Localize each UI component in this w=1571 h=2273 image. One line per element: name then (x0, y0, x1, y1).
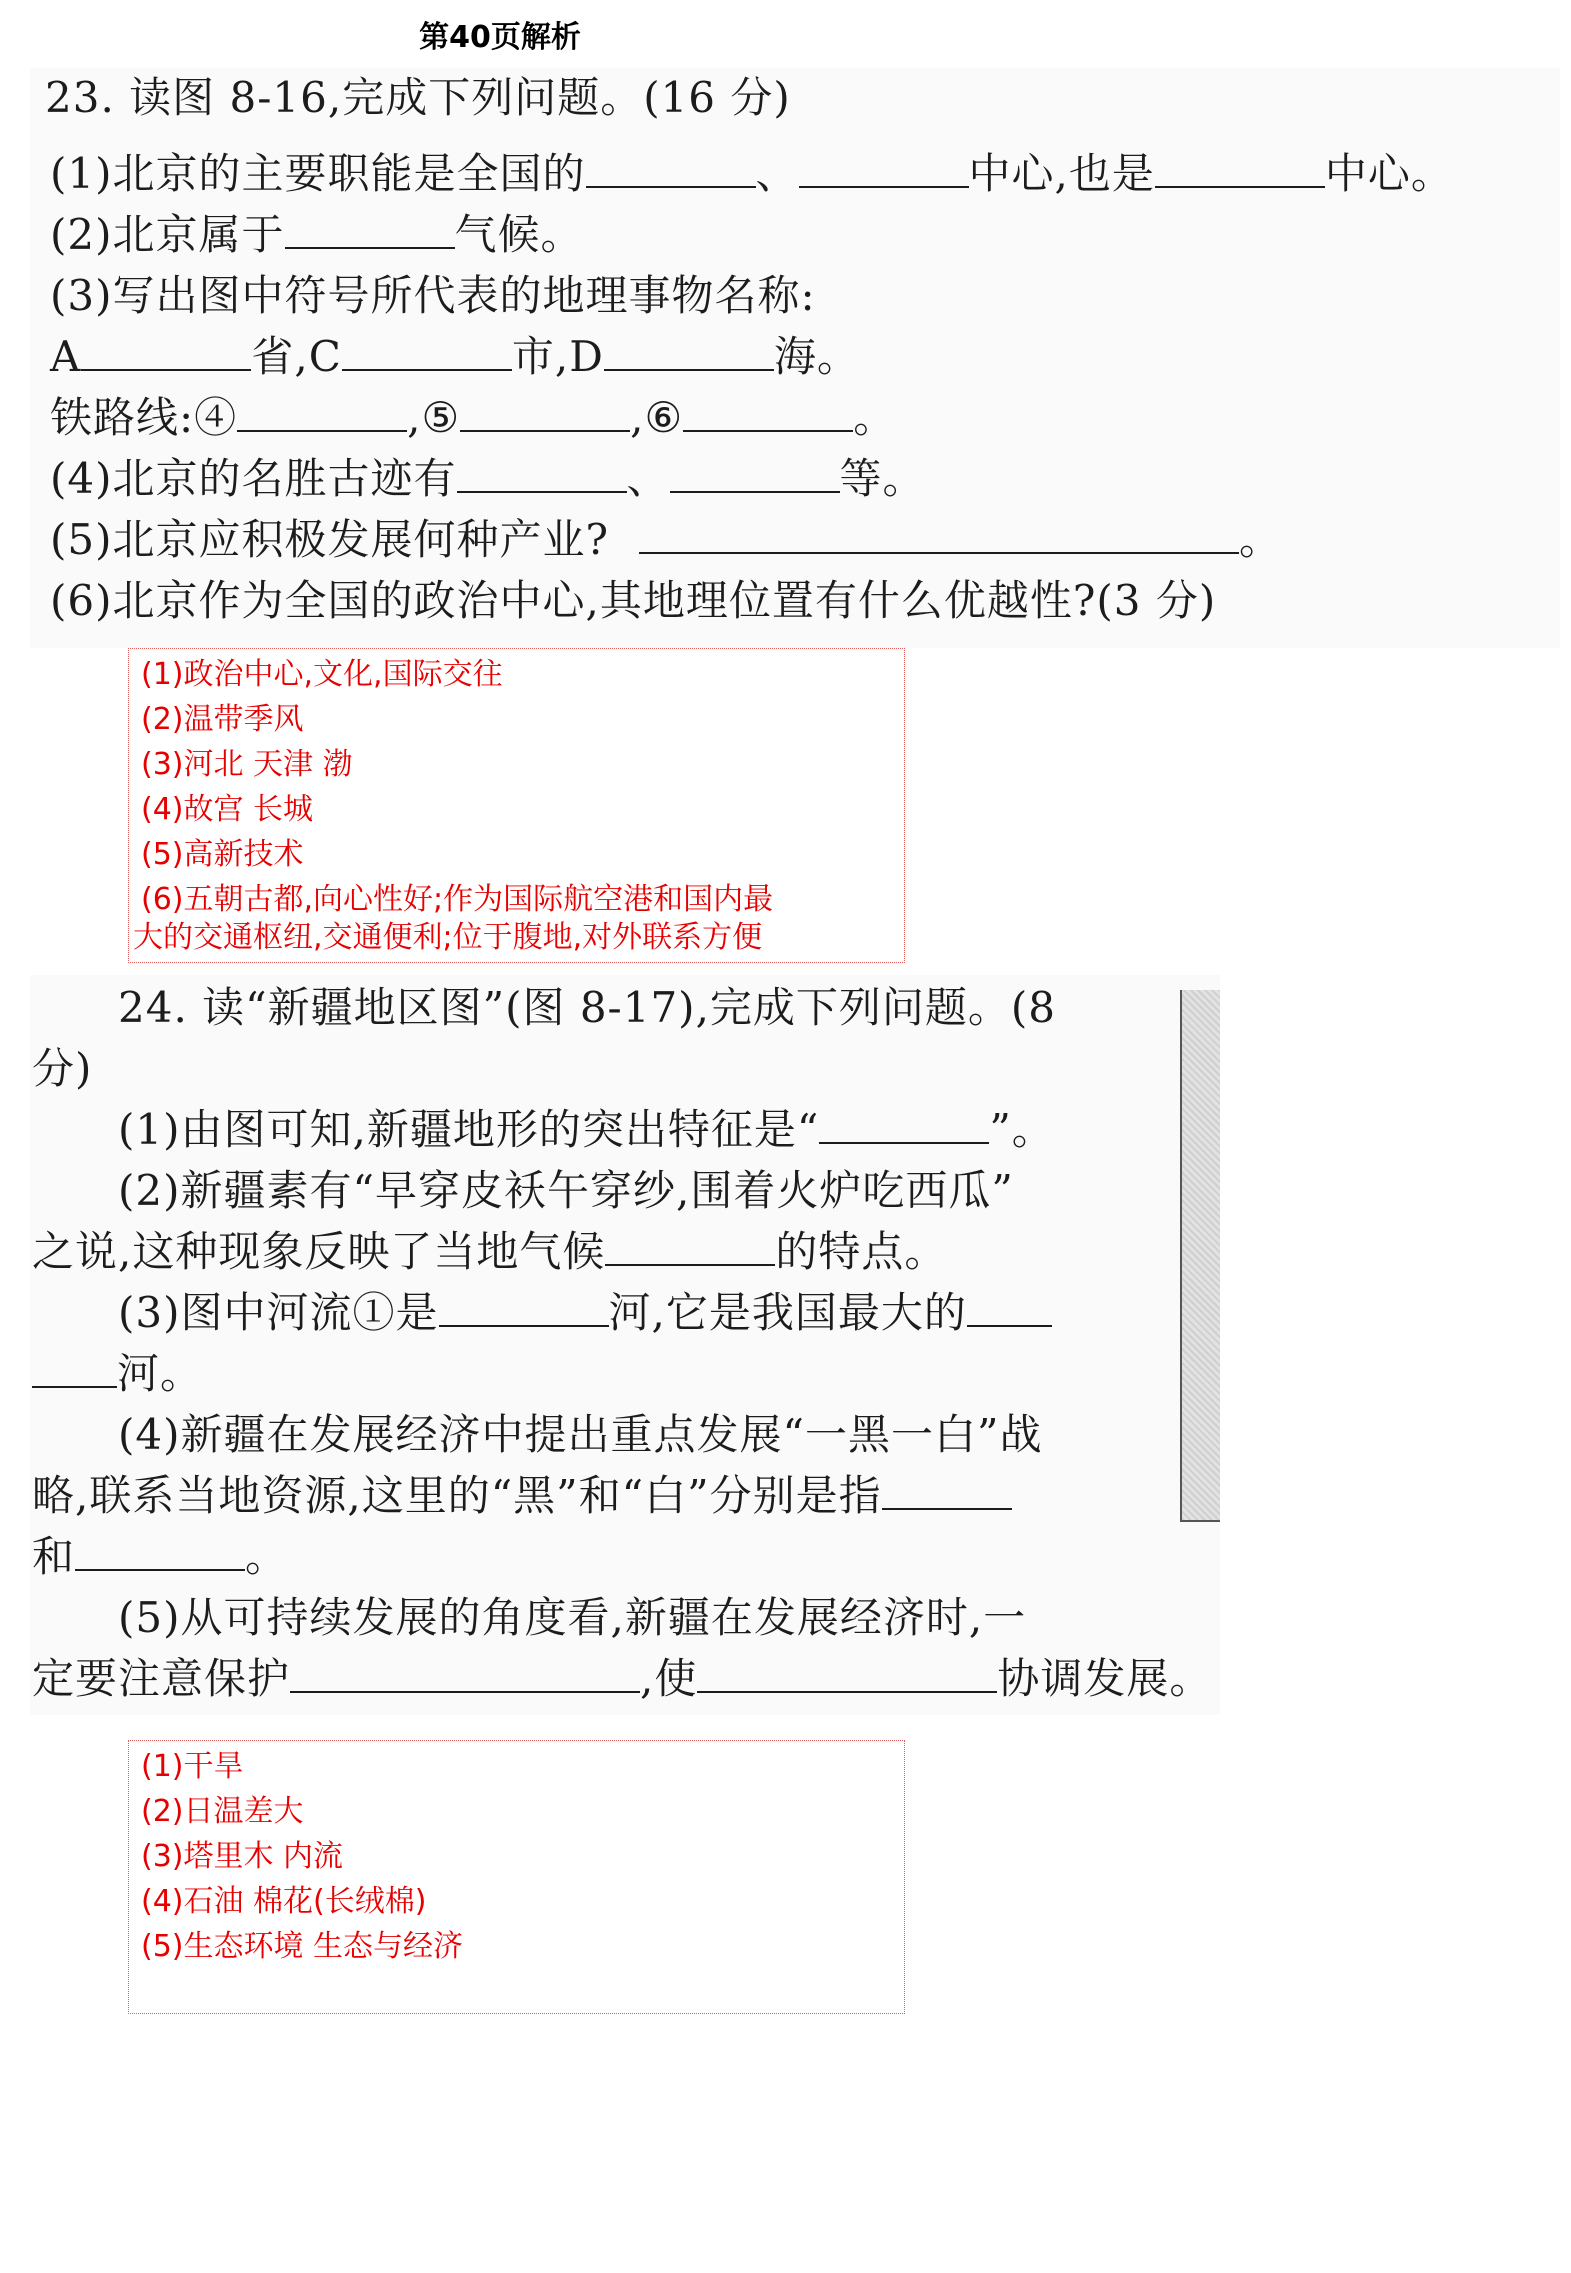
q23-part1 (50, 148, 1454, 200)
q24-part2-cont (32, 1226, 947, 1278)
q23-names-text-d: 海。 (773, 332, 860, 381)
answer-blank (439, 1289, 609, 1327)
answer-24-line-2: (2)日温差大 (141, 1794, 304, 1829)
answer-23-line-1: (1)政治中心,文化,国际交往 (141, 657, 503, 692)
q23-part5-text-a: (5)北京应积极发展何种产业? (50, 515, 610, 564)
q23-part3: (3)写出图中符号所代表的地理事物名称: (50, 271, 816, 320)
q24-part2: (2)新疆素有“早穿皮袄午穿纱,围着火炉吃西瓜” (118, 1166, 1014, 1215)
q24-part1-text-b: ”。 (989, 1105, 1055, 1154)
q24-part2-text-b: 的特点。 (775, 1227, 948, 1276)
q23-part6: (6)北京作为全国的政治中心,其地理位置有什么优越性?(3 分) (50, 576, 1217, 625)
page-title: 第40页解析 (419, 20, 581, 55)
q23-part4-text-a: (4)北京的名胜古迹有 (50, 454, 457, 503)
q24-part5: (5)从可持续发展的角度看,新疆在发展经济时,一 (118, 1593, 1027, 1642)
q24-part4-cont (32, 1470, 1012, 1522)
q24-part1-text-a: (1)由图可知,新疆地形的突出特征是“ (118, 1105, 820, 1154)
answer-blank (819, 1106, 989, 1144)
q23-part4 (50, 453, 926, 505)
q24-header: 24. 读“新疆地区图”(图 8-17),完成下列问题。(8 (118, 983, 1057, 1032)
answer-blank (290, 1655, 640, 1693)
answer-blank (81, 333, 251, 371)
answer-blank (604, 333, 774, 371)
answer-23-line-2: (2)温带季风 (141, 702, 304, 737)
q23-rail-text-a: 铁路线:④ (50, 393, 238, 442)
answer-blank (697, 1655, 997, 1693)
answer-blank (460, 394, 630, 432)
q23-part1-text-d: 中心。 (1324, 149, 1454, 198)
answer-blank (683, 394, 853, 432)
q23-part4-text-b: 、 (626, 454, 670, 503)
answer-blank (882, 1472, 1012, 1510)
q23-names-text-b: 省,C (251, 332, 342, 381)
answer-23-line-5: (5)高新技术 (141, 837, 304, 872)
answer-23-line-6: (6)五朝古都,向心性好;作为国际航空港和国内最 (141, 882, 774, 917)
answer-24-line-3: (3)塔里木 内流 (141, 1839, 344, 1874)
answer-blank (342, 333, 512, 371)
q24-header-cont: 分) (32, 1044, 93, 1093)
answer-blank (457, 455, 627, 493)
answer-24-line-5: (5)生态环境 生态与经济 (141, 1929, 464, 1964)
map-fragment-image (1180, 990, 1220, 1522)
answer-box-24 (128, 1740, 905, 2014)
q24-part2-text-a: 之说,这种现象反映了当地气候 (32, 1227, 606, 1276)
q23-rail-text-c: ,⑥ (630, 393, 684, 442)
answer-23-line-3: (3)河北 天津 渤 (141, 747, 353, 782)
answer-24-line-4: (4)石油 棉花(长绒棉) (141, 1884, 427, 1919)
q23-rail-text-d: 。 (853, 393, 897, 442)
q24-part4-text-b: 和 (32, 1532, 76, 1581)
answer-blank (639, 516, 1239, 554)
answer-blank (285, 211, 455, 249)
answer-box-23 (128, 648, 905, 963)
q23-part2-text-b: 气候。 (454, 210, 584, 259)
q23-part5 (50, 514, 1282, 566)
q24-part3-text-a: (3)图中河流①是 (118, 1288, 439, 1337)
q23-part2 (50, 209, 584, 261)
q24-part5-cont (32, 1653, 1212, 1705)
answer-24-line-1: (1)干旱 (141, 1749, 244, 1784)
answer-blank (799, 150, 969, 188)
q23-part4-text-c: 等。 (839, 454, 926, 503)
answer-23-line-4: (4)故宫 长城 (141, 792, 314, 827)
q23-part1-text-c: 中心,也是 (968, 149, 1155, 198)
q23-part1-text-b: 、 (755, 149, 799, 198)
answer-blank (32, 1350, 117, 1388)
answer-blank (237, 394, 407, 432)
q24-part4: (4)新疆在发展经济中提出重点发展“一黑一白”战 (118, 1410, 1043, 1459)
q23-header: 23. 读图 8-16,完成下列问题。(16 分) (45, 73, 791, 122)
q24-part4-text-a: 略,联系当地资源,这里的“黑”和“白”分别是指 (32, 1471, 882, 1520)
q23-part3-names (50, 331, 860, 383)
q23-part1-text-a: (1)北京的主要职能是全国的 (50, 149, 586, 198)
answer-blank (75, 1533, 245, 1571)
q24-part1 (118, 1104, 1055, 1156)
answer-blank (586, 150, 756, 188)
q24-part3-text-b: 河,它是我国最大的 (608, 1288, 967, 1337)
q23-railways (50, 392, 896, 444)
answer-blank (1155, 150, 1325, 188)
answer-blank (967, 1289, 1052, 1327)
q24-part3-text-c: 河。 (117, 1349, 204, 1398)
q24-part3 (118, 1287, 1052, 1339)
q23-rail-text-b: ,⑤ (407, 393, 461, 442)
q23-names-text-a: A (50, 332, 82, 381)
q24-part5-text-b: ,使 (640, 1654, 698, 1703)
q24-part4-text-c: 。 (245, 1532, 289, 1581)
q24-part3-cont (32, 1348, 203, 1400)
q23-part5-text-b: 。 (1239, 515, 1283, 564)
q24-part4-cont2 (32, 1531, 288, 1583)
q23-part2-text-a: (2)北京属于 (50, 210, 285, 259)
q23-names-text-c: 市,D (511, 332, 604, 381)
answer-blank (670, 455, 840, 493)
q24-part5-text-c: 协调发展。 (997, 1654, 1213, 1703)
q24-part5-text-a: 定要注意保护 (32, 1654, 291, 1703)
answer-23-line-7: 大的交通枢纽,交通便利;位于腹地,对外联系方便 (133, 920, 763, 955)
answer-blank (605, 1228, 775, 1266)
